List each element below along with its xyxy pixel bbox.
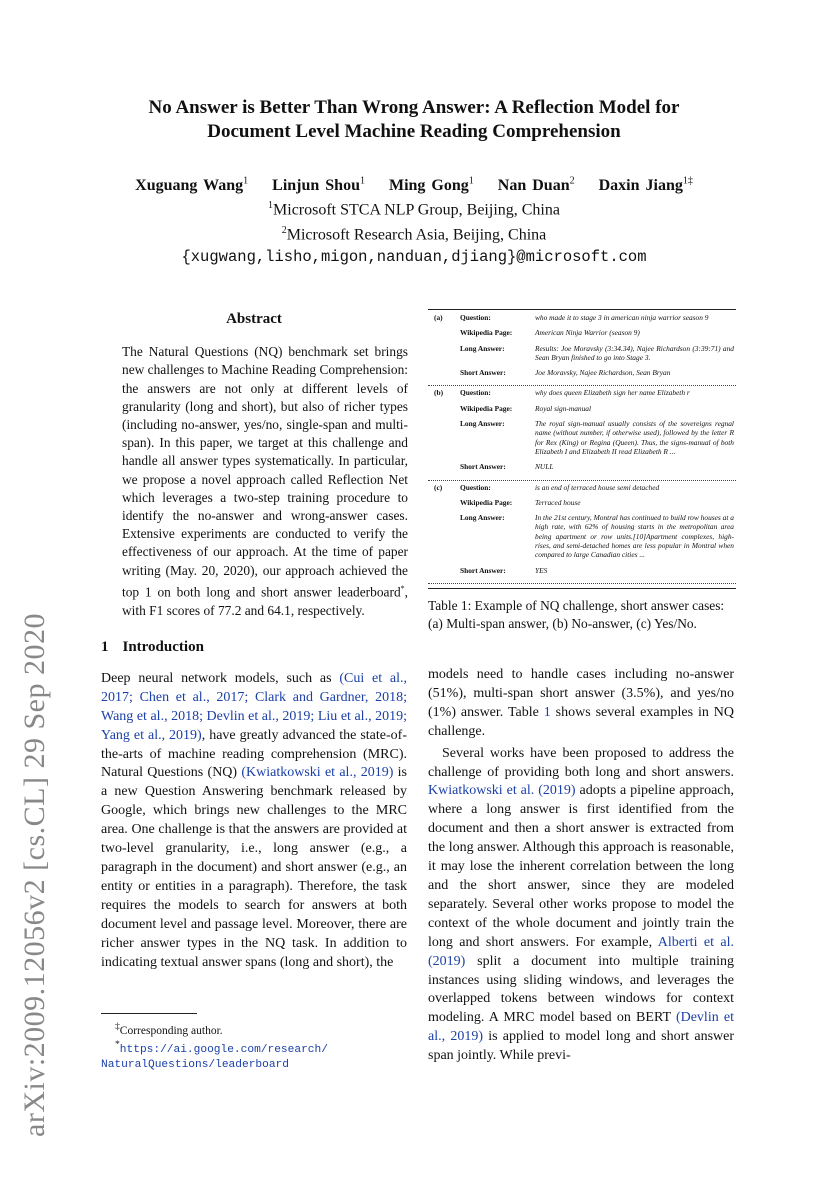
abstract-heading: Abstract [226,311,282,327]
author: Xuguang Wang$^1$ [135,176,249,195]
author: Ming Gong$^1$ [388,176,474,195]
table-row: Long Answer: The royal sign-manual usually consists of the sovereigns regnal name (without number, if otherwise used), followed by the letter R for Rex (King) or Regina (Queen). Thus, the signs-manual of both Elizabeth I and Elizabeth II read Elizabeth R ... [460,419,734,456]
table-1 [428,309,736,589]
section-heading-introduction: 1 Introduction [101,638,204,655]
table-row: Long Answer: Results: Joe Moravsky (3:34.34), Najee Richardson (3:39:71) and Sean Bryan finished to go into Stage 3. [460,343,734,362]
title-line-2: Document Level Machine Reading Comprehension [207,121,621,142]
table-row: Short Answer: NULL [460,462,554,472]
author: Nan Duan$^2$ [497,176,575,195]
left-column [101,308,407,972]
table-row: Long Answer: In the 21st century, Montral has continued to build row houses at a high rate, with 62% of housing starts in the metropolitan area being apartment or row units.[10]Apartment complexes, high-rises, and semi-detached homes are less popular in Montral when compared to large Canadian cities ... [460,513,734,560]
table-caption: Table 1: Example of NQ challenge, short answer cases: (a) Multi-span answer, (b) No-answer, (c) Yes/No. [428,598,725,631]
paper-title [60,96,768,144]
footnote-leaderboard-cont [101,1057,407,1072]
author: Linjun Shou$^1$ [272,176,365,195]
table-case-b [428,388,736,480]
arxiv-identifier: arXiv:2009.12056v2 [cs.CL] 29 Sep 2020 [18,613,51,1137]
affiliation-1: $^1$Microsoft STCA NLP Group, Beijing, China [268,200,560,219]
author: Daxin Jiang$^{1\ddagger}$ [598,176,693,195]
affiliation-2: $^2$Microsoft Research Asia, Beijing, China [281,224,547,243]
author-block [60,172,768,267]
table-row: Short Answer: YES [460,565,548,575]
abstract-text: The Natural Questions (NQ) benchmark set brings new challenges to Machine Reading Comprehension: the answers are not only at different levels of granularity (long and short), but also of richer types (including no-answer, yes/no, single-span and multi-span). In this paper, we target at this challenge and handle all answer types systematically. In particular, we propose a novel approach called Reflection Net which leverages a two-step training procedure to identify the no-answer and wrong-answer cases. Extensive experiments are conducted to verify the effectiveness of our approach. At the time of paper writing (May. 20, 2020), our approach achieved the top 1 on both long and short answer leaderboard*, with F1 scores of 77.2 and 64.1, respectively. [122,344,408,618]
title-line-1: No Answer is Better Than Wrong Answer: A Reflection Model for [148,97,680,118]
table-row: Wikipedia Page: Terraced house [460,497,581,507]
author-emails: {xugwang,lisho,migon,nanduan,djiang}@microsoft.com [181,247,647,266]
citation-link[interactable]: (Kwiatkowski et al., 2019) [241,765,394,781]
paragraph: models need to handle cases including no-answer (51%), multi-span short answer (3.5%), and yes/no (1%) answer. Table 1 shows several examples in NQ challenge. [428,667,734,739]
citation-link[interactable]: (Devlin et al., 2019) [428,1010,734,1045]
citation-link[interactable]: Kwiatkowski et al. (2019) [428,783,576,799]
table-row: Wikipedia Page: Royal sign-manual [460,403,592,413]
table-case-c [428,483,736,584]
table-row: (c) Question: is an end of terraced house semi detached [434,482,660,492]
footnotes [101,1013,407,1072]
footnote-corresponding: ‡Corresponding author. [115,1021,223,1037]
introduction-paragraph: Deep neural network models, such as (Cui et al., 2017; Chen et al., 2017; Clark and Gardner, 2018; Wang et al., 2018; Devlin et al., 2019; Liu et al., 2019; Yang et al., 2019), have greatly advanced the state-of-the-arts of machine reading comprehension (MRC). Natural Questions (NQ) (Kwiatkowski et al., 2019) is a new Question Answering benchmark released by Google, which brings new challenges to the MRC area. One challenge is that the answers are provided at two-level granularity, i.e., long answer (e.g., a paragraph in the document) and short answer (e.g., an entity or entities in a paragraph). Therefore, the task requires the models to search for answers at both document level and passage level. Moreover, there are richer answer types in the NQ task. In addition to indicating textual answer spans (long and short), the [101,670,408,970]
citation-link[interactable]: Alberti et al. (2019) [428,934,734,969]
leaderboard-link[interactable]: https://ai.google.com/research/ [119,1043,328,1056]
table-row: (b) Question: why does queen Elizabeth sign her name Elizabeth r [434,388,690,398]
paragraph: Several works have been proposed to address the challenge of providing both long and short answers. Kwiatkowski et al. (2019) adopts a pipeline approach, where a long answer is first identified from the document and then a short answer is extracted from the long answer. Although this approach is reasonable, it may lose the inherent correlation between the long and the short answer, since they are modeled separately. Several other works propose to model the context of the whole document and jointly train the long and short answers. For example, Alberti et al. (2019) split a document into multiple training instances using sliding windows, and leverages the overlapped tokens between windows for context modeling. A MRC model based on BERT (Devlin et al., 2019) is applied to model long and short answer span jointly. While previ- [428,745,734,1064]
table-reference-link[interactable]: 1 [543,704,551,720]
footnote-rule [101,1013,197,1014]
table-top-rule [428,309,736,310]
table-row: (a) Question: who made it to stage 3 in american ninja warrior season 9 [434,313,709,322]
table-row: Short Answer: Joe Moravsky, Najee Richardson, Sean Bryan [460,368,671,378]
right-column [428,666,734,1066]
table-bottom-rule [428,588,736,589]
footnote-leaderboard: *https://ai.google.com/research/ [115,1038,328,1056]
leaderboard-link-cont[interactable]: NaturalQuestions/leaderboard [101,1058,289,1071]
author-names [60,172,768,196]
table-row: Wikipedia Page: American Ninja Warrior (season 9) [460,328,640,338]
table-case-a [428,313,736,386]
citation-link[interactable]: (Cui et al., 2017; Chen et al., 2017; Clark and Gardner, 2018; Wang et al., 2018; Devlin et al., 2019; Liu et al., 2019; Yang et al., 2019) [101,670,407,743]
